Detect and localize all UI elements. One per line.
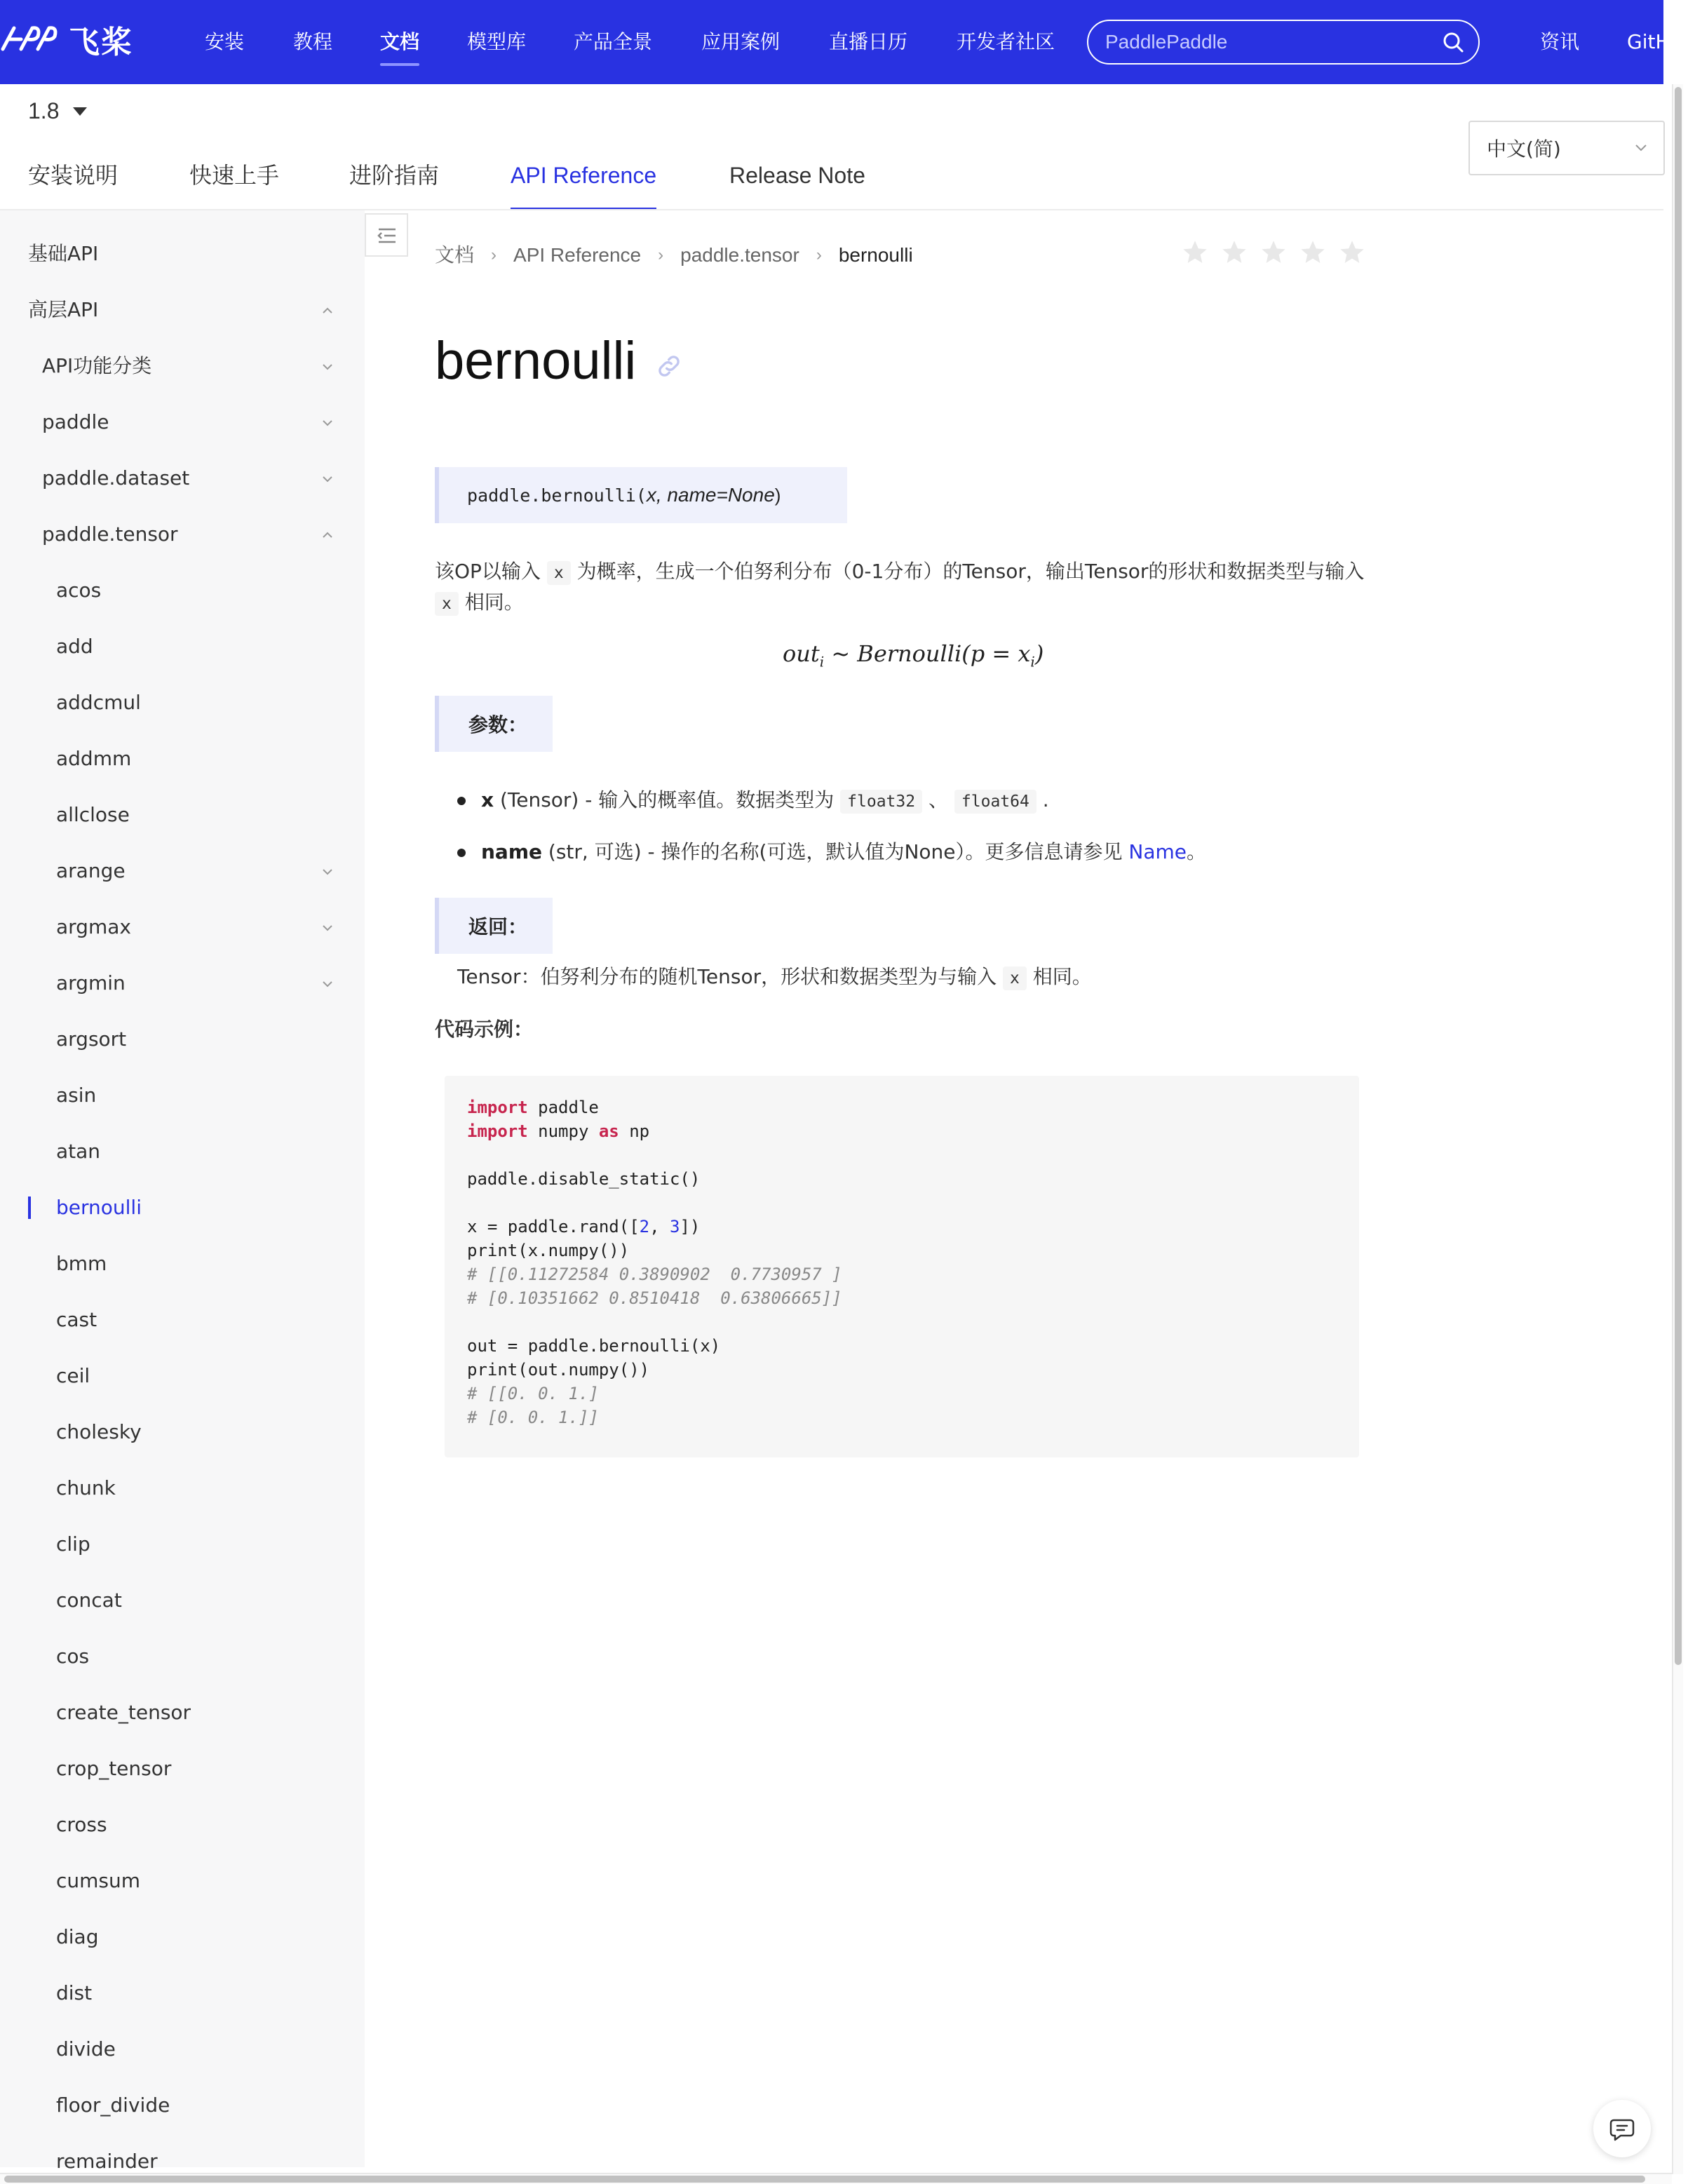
version-label: 1.8: [28, 98, 60, 123]
sidebar-item-clip[interactable]: clip: [56, 1532, 90, 1556]
chevron-down-icon: [1634, 140, 1648, 154]
sidebar-item-api-categories[interactable]: API功能分类: [42, 354, 152, 377]
tab-release-note[interactable]: Release Note: [729, 163, 865, 188]
param-x: [481, 786, 1049, 816]
nav-developer-community[interactable]: 开发者社区: [957, 30, 1055, 53]
sidebar-item-addcmul[interactable]: addcmul: [56, 691, 141, 714]
function-signature: [435, 467, 847, 523]
sidebar-item-chunk[interactable]: chunk: [56, 1476, 116, 1499]
sidebar-item-argmin[interactable]: argmin: [56, 971, 126, 995]
tab-quick-start[interactable]: 快速上手: [189, 162, 280, 189]
formula-rel: ~ Bernoulli(p = x: [824, 640, 1031, 667]
paddle-logo-icon: [0, 18, 63, 60]
vertical-scrollbar-thumb[interactable]: [1675, 87, 1682, 1665]
bullet: [457, 797, 466, 805]
chevron-down-icon[interactable]: [320, 920, 335, 936]
sidebar-item-cross[interactable]: cross: [56, 1813, 107, 1836]
sidebar-item-bernoulli[interactable]: [56, 1194, 142, 1222]
tab-api-reference[interactable]: API Reference: [511, 160, 656, 191]
bullet: [457, 849, 466, 857]
formula-sub: i: [819, 653, 825, 670]
param-name: x: [481, 788, 494, 811]
sidebar-item-basic-api[interactable]: 基础API: [28, 242, 99, 265]
inline-code-float64: float64: [954, 790, 1036, 814]
chevron-down-icon[interactable]: [320, 415, 335, 431]
chevron-down-icon[interactable]: [320, 359, 335, 375]
sidebar-item-dist[interactable]: dist: [56, 1981, 93, 2004]
caret-down-icon: [73, 107, 87, 116]
returns-desc: Tensor：伯努利分布的随机Tensor，形状和数据类型为与输入: [457, 965, 1004, 988]
example-label: 代码示例：: [435, 1018, 534, 1041]
intro-line-1: [435, 557, 1364, 588]
sidebar-item-atan[interactable]: atan: [56, 1140, 101, 1163]
code-block[interactable]: [445, 1076, 1359, 1457]
sidebar-item-paddle-dataset[interactable]: paddle.dataset: [42, 466, 190, 490]
nav-use-cases[interactable]: 应用案例: [701, 30, 781, 53]
signature-func: paddle.bernoulli(: [467, 485, 647, 506]
sidebar-item-divide[interactable]: divide: [56, 2037, 116, 2061]
formula-sub: i: [1030, 653, 1035, 670]
star-icon[interactable]: [1260, 238, 1288, 267]
sidebar-item-paddle-tensor[interactable]: paddle.tensor: [42, 523, 178, 546]
feedback-button[interactable]: [1593, 2100, 1651, 2157]
name-link[interactable]: Name: [1128, 840, 1187, 863]
star-icon[interactable]: [1299, 238, 1327, 267]
param-name-arg: [481, 837, 1206, 867]
param-desc: 、: [922, 788, 954, 811]
sidebar-item-acos[interactable]: acos: [56, 579, 102, 602]
sidebar-item-high-level-api[interactable]: 高层API: [28, 298, 99, 321]
signature-close: ): [774, 484, 781, 506]
returns-desc: 相同。: [1026, 965, 1092, 988]
param-desc: (str, 可选) - 操作的名称(可选，默认值为None）。更多信息请参见: [542, 840, 1129, 863]
nav-install[interactable]: 安装: [205, 30, 245, 53]
nav-model-zoo[interactable]: 模型库: [467, 30, 527, 53]
chevron-up-icon[interactable]: [320, 527, 335, 543]
intro-text: 为概率，生成一个伯努利分布（0-1分布）的Tensor，输出Tensor的形状和数据类型与输入: [570, 560, 1365, 583]
sidebar-item-floor-divide[interactable]: floor_divide: [56, 2094, 170, 2117]
chevron-down-icon[interactable]: [320, 471, 335, 487]
star-icon[interactable]: [1338, 238, 1366, 267]
nav-github[interactable]: GitHub: [1627, 30, 1695, 53]
menu-collapse-icon: [377, 226, 397, 245]
returns-text: [457, 962, 1092, 993]
sidebar-item-asin[interactable]: asin: [56, 1084, 97, 1107]
sidebar-item-addmm[interactable]: addmm: [56, 747, 132, 770]
param-desc: 。: [1187, 840, 1207, 863]
breadcrumb-current: bernoulli: [838, 244, 913, 266]
code-content: import paddle import numpy as np paddle.disable_static() x = paddle.rand([2, 3]) print(x.numpy()) # [[0.11272584 0.3890902 0.7730957 ] # [0.10351662 0.8510418 0.63806665]] out = paddle.bernoulli(x) print(out.numpy()) # [[0. 0. 1.] # [0. 0. 1.]]: [467, 1098, 842, 1427]
nav-tutorials[interactable]: 教程: [293, 30, 333, 53]
version-selector[interactable]: [28, 98, 87, 124]
sidebar-item-diag[interactable]: diag: [56, 1925, 99, 1948]
returns-heading: 返回：: [435, 898, 553, 954]
search-box: [1087, 20, 1480, 65]
sidebar-item-bmm[interactable]: bmm: [56, 1252, 107, 1275]
chevron-right-icon: ›: [816, 245, 822, 264]
chevron-down-icon[interactable]: [320, 864, 335, 879]
horizontal-scrollbar-thumb[interactable]: [4, 2176, 1645, 2183]
tab-install-guide[interactable]: 安装说明: [28, 162, 119, 189]
breadcrumb-docs[interactable]: 文档: [435, 243, 475, 267]
language-select[interactable]: [1468, 121, 1665, 175]
chevron-right-icon: ›: [658, 245, 664, 264]
sidebar-item-argsort[interactable]: argsort: [56, 1027, 127, 1051]
breadcrumb-paddle-tensor[interactable]: paddle.tensor: [680, 244, 799, 266]
inline-code-x: x: [547, 561, 571, 585]
formula: [783, 638, 1044, 677]
star-icon[interactable]: [1181, 238, 1209, 267]
feedback-icon: [1608, 2115, 1636, 2143]
search-input[interactable]: [1105, 21, 1428, 63]
logo-text: 飞桨: [69, 25, 133, 60]
param-desc: .: [1036, 788, 1049, 811]
formula-end: ): [1034, 640, 1044, 667]
inline-code-x: x: [435, 592, 459, 616]
link-icon[interactable]: [655, 352, 683, 380]
paddlepaddle-logo[interactable]: [0, 18, 140, 60]
active-indicator: [28, 1197, 31, 1219]
nav-docs[interactable]: 文档: [380, 28, 419, 56]
param-name: name: [481, 840, 542, 863]
language-value: 中文(简): [1487, 137, 1561, 161]
formula-lhs: out: [783, 640, 820, 667]
sidebar-item-arange[interactable]: arange: [56, 859, 126, 882]
sidebar-item-cumsum[interactable]: cumsum: [56, 1869, 141, 1892]
sidebar-item-concat[interactable]: concat: [56, 1589, 122, 1612]
signature-args: x, name=None: [646, 484, 775, 506]
search-icon[interactable]: [1442, 31, 1464, 53]
star-icon[interactable]: [1220, 238, 1248, 267]
breadcrumb: [435, 241, 913, 269]
sidebar: [0, 210, 365, 2173]
inline-code-x: x: [1003, 966, 1027, 990]
params-heading: 参数：: [435, 696, 553, 752]
intro-text: 相同。: [458, 591, 524, 614]
sidebar-item-cholesky[interactable]: cholesky: [56, 1420, 142, 1443]
nav-product-overview[interactable]: 产品全景: [574, 30, 653, 53]
inline-code-float32: float32: [840, 790, 922, 814]
sidebar-item-add[interactable]: add: [56, 635, 93, 658]
chevron-down-icon[interactable]: [320, 976, 335, 992]
tab-advanced-guide[interactable]: 进阶指南: [349, 162, 440, 189]
nav-live-calendar[interactable]: 直播日历: [829, 30, 908, 53]
sidebar-item-allclose[interactable]: allclose: [56, 803, 130, 826]
intro-text: 该OP以输入: [435, 560, 547, 583]
sidebar-item-create-tensor[interactable]: create_tensor: [56, 1701, 191, 1724]
sidebar-item-remainder[interactable]: remainder: [56, 2150, 158, 2173]
chevron-up-icon[interactable]: [320, 303, 335, 318]
sidebar-item-argmax[interactable]: argmax: [56, 915, 131, 938]
breadcrumb-api-reference[interactable]: API Reference: [513, 244, 642, 266]
param-desc: (Tensor) - 输入的概率值。数据类型为: [494, 788, 841, 811]
sidebar-item-paddle[interactable]: paddle: [42, 410, 109, 433]
intro-line-2: [435, 588, 524, 619]
sidebar-item-ceil[interactable]: ceil: [56, 1364, 90, 1387]
page-title: bernoulli: [435, 331, 637, 391]
top-navigation-bar: [0, 0, 1695, 84]
chevron-right-icon: ›: [491, 245, 497, 264]
sidebar-item-cast[interactable]: cast: [56, 1308, 97, 1331]
rating-stars: [1181, 238, 1377, 267]
nav-news[interactable]: 资讯: [1540, 30, 1580, 53]
sidebar-collapse-button[interactable]: [365, 213, 408, 257]
sidebar-item-cos[interactable]: cos: [56, 1645, 90, 1668]
sidebar-item-crop-tensor[interactable]: crop_tensor: [56, 1757, 172, 1780]
sidebar-item-label: bernoulli: [56, 1196, 142, 1219]
